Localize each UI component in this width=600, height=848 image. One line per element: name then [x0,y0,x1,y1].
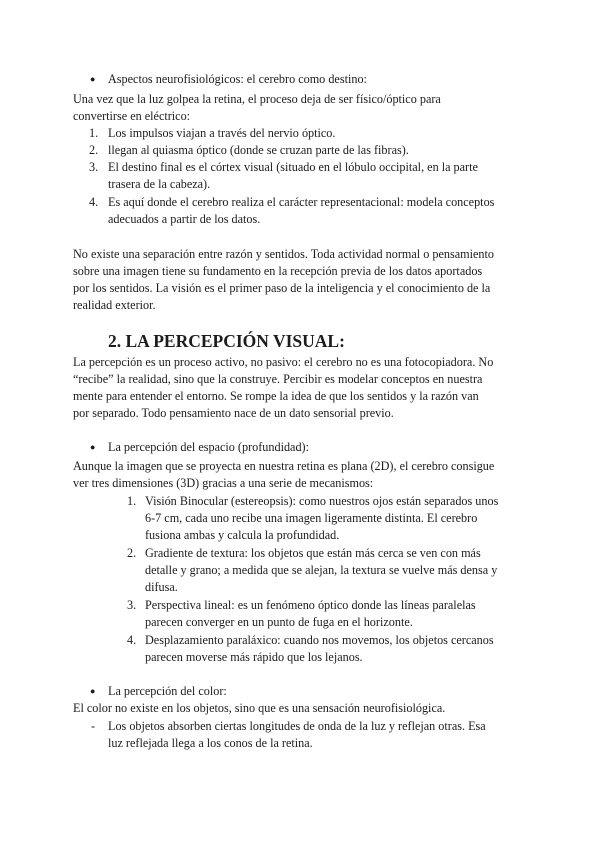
list-item-text: Los impulsos viajan a través del nervio óptico. [108,126,336,140]
paragraph-line: por los sentidos. La visión es el primer paso de la inteligencia y el conocimiento de la [73,281,491,295]
paragraph-line: No existe una separación entre razón y sentidos. Toda actividad normal o pensamiento [73,247,494,261]
list-item-text: Desplazamiento paraláxico: cuando nos movemos, los objetos cercanos [145,633,494,647]
list-item-text: difusa. [145,580,178,594]
paragraph-line: “recibe” la realidad, sino que la construye. Percibir es modelar conceptos en nuestra [73,372,483,386]
list-number: 4. [127,633,137,647]
bullet-title-space: La percepción del espacio (profundidad): [108,440,310,454]
list-number: 2. [89,143,99,157]
bullet-glyph: ● [90,74,96,84]
paragraph-line: realidad exterior. [73,298,156,312]
bullet-glyph: ● [90,686,96,696]
list-item-text: luz reflejada llega a los conos de la retina. [108,736,313,750]
paragraph-line: La percepción es un proceso activo, no pasivo: el cerebro no es una fotocopiadora. No [73,355,494,369]
intro-line: ver tres dimensiones (3D) gracias a una serie de mecanismos: [73,476,374,490]
list-item-text: 6-7 cm, cada uno recibe una imagen ligeramente distinta. El cerebro [145,511,478,525]
bullet-title-neuro: Aspectos neurofisiológicos: el cerebro como destino: [108,72,367,86]
list-item-text: parecen converger en un punto de fuga en el horizonte. [145,615,413,629]
intro-line: convertirse en eléctrico: [73,109,191,123]
list-item-text: detalle y grano; a medida que se alejan, la textura se vuelve más densa y [145,563,498,577]
paragraph-line: mente para entender el entorno. Se rompe la idea de que los sentidos y la razón van [73,389,479,403]
list-number: 3. [127,598,137,612]
paragraph-line: sobre una imagen tiene su fundamento en la recepción previa de los datos aportados [73,264,483,278]
list-item-text: El destino final es el córtex visual (situado en el lóbulo occipital, en la parte [108,160,478,174]
list-number: 2. [127,546,137,560]
list-item-text: Gradiente de textura: los objetos que están más cerca se ven con más [145,546,481,560]
list-item-text: Es aquí donde el cerebro realiza el carácter representacional: modela conceptos [108,195,495,209]
dash-marker: - [91,719,96,733]
list-item-text: trasera de la cabeza). [108,177,211,191]
intro-line: Aunque la imagen que se proyecta en nuestra retina es plana (2D), el cerebro consigue [73,459,495,473]
list-number: 1. [89,126,99,140]
list-number: 4. [89,195,99,209]
paragraph-line: por separado. Todo pensamiento nace de un dato sensorial previo. [73,406,394,420]
list-item-text: Visión Binocular (estereopsis): como nuestros ojos están separados unos [145,494,499,508]
list-item-text: Perspectiva lineal: es un fenómeno óptico donde las líneas paralelas [145,598,476,612]
list-item-text: Los objetos absorben ciertas longitudes de onda de la luz y reflejan otras. Esa [108,719,486,733]
section-heading: 2. LA PERCEPCIÓN VISUAL: [108,331,345,351]
bullet-title-color: La percepción del color: [108,684,227,698]
intro-line: El color no existe en los objetos, sino que es una sensación neurofisiológica. [73,701,446,715]
list-item-text: fusiona ambas y calcula la profundidad. [145,528,340,542]
list-number: 3. [89,160,99,174]
list-item-text: adecuados a partir de los datos. [108,212,261,226]
list-item-text: llegan al quiasma óptico (donde se cruzan parte de las fibras). [108,143,409,157]
list-item-text: parecen moverse más rápido que los lejanos. [145,650,363,664]
intro-line: Una vez que la luz golpea la retina, el proceso deja de ser físico/óptico para [73,92,441,106]
list-number: 1. [127,494,137,508]
bullet-glyph: ● [90,442,96,452]
